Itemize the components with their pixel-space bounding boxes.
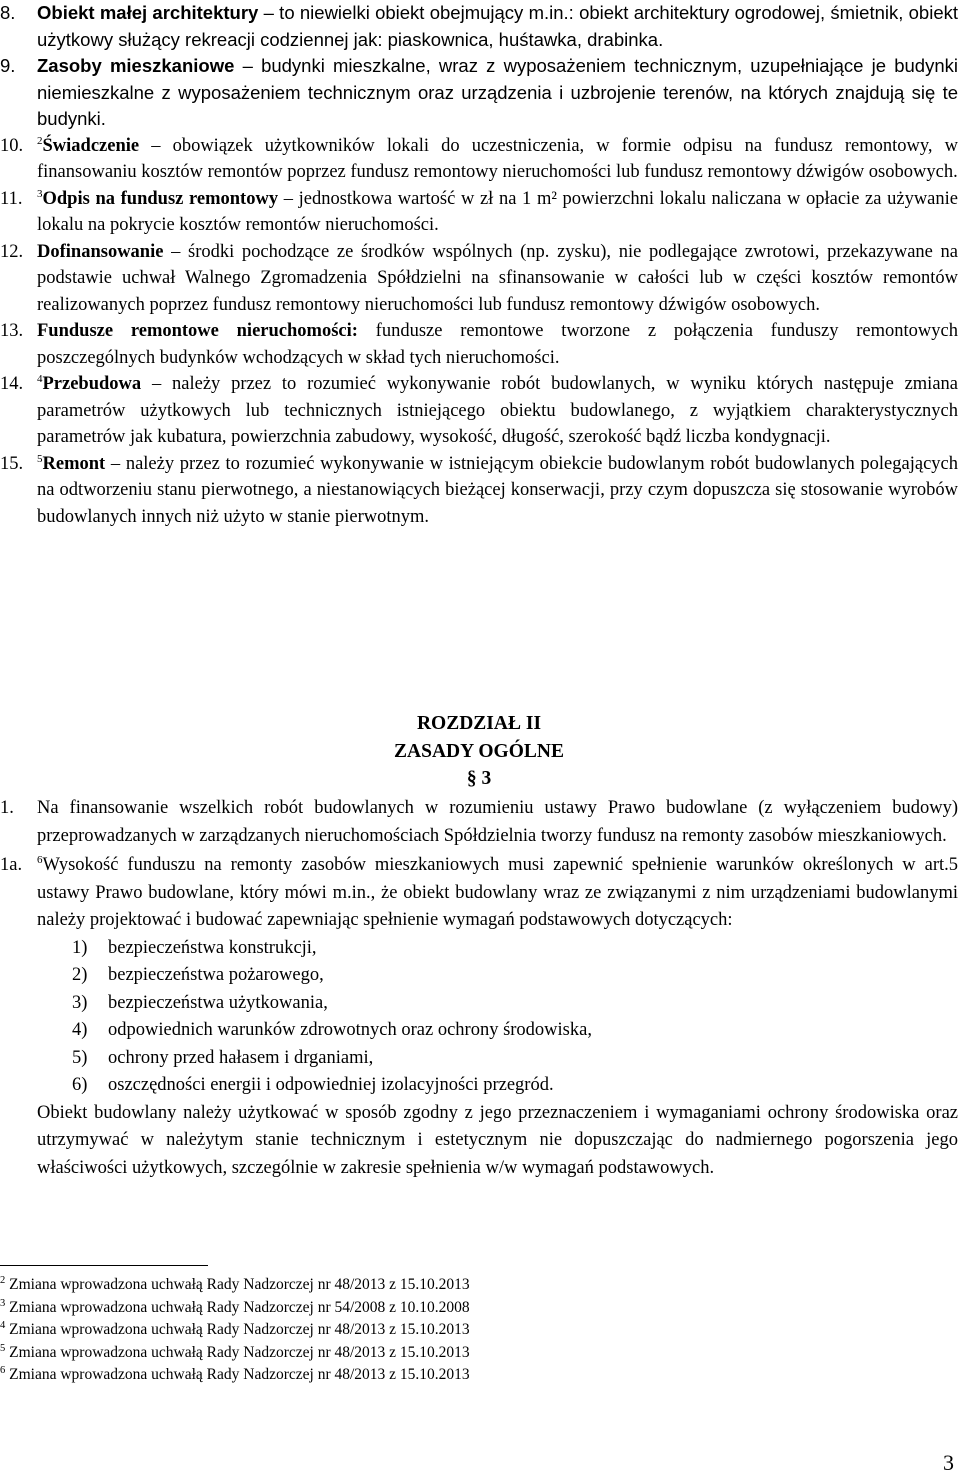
definition-number: 14. (0, 374, 24, 394)
definition-item (0, 318, 958, 371)
footnote-ref: 4 (37, 372, 43, 385)
footnote (0, 1297, 470, 1320)
definition-term: Remont (42, 453, 106, 474)
definition-text: – obowiązek użytkowników lokali do uczestniczenia, w formie odpisu na fundusz remontowy, w finansowaniu kosztów remontów poprzez fundusz remontowy nieruchomości lub fundusz remontowy dźwigów osobowych. (37, 135, 958, 182)
list-item (72, 1072, 958, 1100)
definition-text: – budynki mieszkalne, wraz z wyposażeniem technicznym, uzupełniające je budynki niemieszkalne z wyposażeniem technicznym oraz urządzenia i uzbrojenie terenów, na których znajdują się te budynki. (37, 55, 958, 129)
footnote-number: 5 (0, 1342, 6, 1354)
page-number: 3 (943, 1450, 954, 1475)
paragraph-number: 1a. (0, 855, 23, 875)
definition-term: Zasoby mieszkaniowe (37, 55, 235, 76)
definition-term: Świadczenie (42, 135, 140, 156)
paragraph-number: 1. (0, 798, 14, 818)
definition-text: – należy przez to rozumieć wykonywanie robót budowlanych, w wyniku których następuje zmiana parametrów użytkowych lub technicznych istniejącego obiektu budowlanego, z wyjątkiem charakterystycznych parametrów jak kubatura, powierzchnia zabudowy, wysokość, długość, szerokość bądź liczba kondygnacji. (37, 374, 958, 447)
list-item (72, 990, 958, 1018)
list-item (72, 1017, 958, 1045)
definition-item (0, 186, 958, 239)
definition-item (0, 0, 958, 53)
definition-item (0, 371, 958, 451)
footnote-text: Zmiana wprowadzona uchwałą Rady Nadzorczej nr 48/2013 z 15.10.2013 (5, 1276, 470, 1293)
definition-number: 11. (0, 188, 23, 209)
footnote (0, 1319, 470, 1342)
list-item-number: 5) (72, 1047, 88, 1068)
section-sign: § 3 (466, 768, 492, 789)
footnote (0, 1364, 470, 1387)
chapter-subtitle: ZASADY OGÓLNE (394, 741, 564, 762)
definition-text: – jednostkowa wartość w zł na 1 m² powierzchni lokalu naliczana w opłacie za używanie lokalu na pokrycie kosztów remontów nieruchomości. (37, 188, 958, 235)
definition-item (0, 133, 958, 186)
requirements-list (0, 935, 958, 1100)
footnote (0, 1342, 470, 1365)
paragraph-text: Wysokość funduszu na remonty zasobów mieszkaniowych musi zapewnić spełnienie warunków określonych w art.5 ustawy Prawo budowlane, który mówi m.in., że obiekt budowlany wraz ze związanymi z nim urządzeniami budowlanymi należy projektować i budować zapewniając spełnienie wymagań podstawowych dotyczących: (37, 855, 958, 930)
footnote-text: Zmiana wprowadzona uchwałą Rady Nadzorczej nr 48/2013 z 15.10.2013 (5, 1366, 470, 1383)
list-item (72, 962, 958, 990)
definition-term: Dofinansowanie (37, 241, 164, 262)
chapter-title: ROZDZIAŁ II (416, 713, 542, 734)
footnote-number: 3 (0, 1297, 6, 1309)
definition-term: Obiekt małej architektury (37, 2, 259, 23)
list-item-text: odpowiednich warunków zdrowotnych oraz ochrony środowiska, (108, 1020, 592, 1040)
footnote-separator (0, 1265, 208, 1266)
definition-text: – to niewielki obiekt obejmujący m.in.: obiekt architektury ogrodowej, śmietnik, obiekt użytkowy służący rekreacji codziennej jak: piaskownica, huśtawka, drabinka. (37, 2, 959, 50)
definition-text: – środki pochodzące ze środków wspólnych (np. zysku), nie podlegające zwrotowi, przekazywane na podstawie uchwał Walnego Zgromadzenia Spółdzielni na sfinansowanie w całości lub w części kosztów remontów realizowanych poprzez fundusz remontowy nieruchomości lub fundusz remontowy dźwigów osobowych. (37, 241, 958, 315)
footnote-ref: 6 (37, 853, 43, 866)
footnote-text: Zmiana wprowadzona uchwałą Rady Nadzorczej nr 48/2013 z 15.10.2013 (5, 1321, 470, 1338)
paragraph-1a (0, 852, 958, 935)
list-item (72, 935, 958, 963)
definition-item (0, 451, 958, 531)
definition-term: Fundusze remontowe nieruchomości: (37, 321, 358, 341)
footnotes (0, 1274, 470, 1387)
footnote-number: 2 (0, 1274, 6, 1286)
definition-text: – należy przez to rozumieć wykonywanie w istniejącym obiekcie budowlanym robót budowlanych polegających na odtworzeniu stanu pierwotnego, a niestanowiących bieżącej konserwacji, przy czym dopuszcza się stosowanie wyrobów budowlanych innych niż użyto w stanie pierwotnym. (37, 453, 958, 527)
paragraph-text: Na finansowanie wszelkich robót budowlanych w rozumieniu ustawy Prawo budowlane (z wyłączeniem budowy) przeprowadzanych w zarządzanych nieruchomościach Spółdzielnia tworzy fundusz na remonty zasobów mieszkaniowych. (37, 798, 958, 846)
footnote-ref: 2 (37, 134, 43, 147)
definition-number: 8. (0, 2, 16, 23)
paragraph-1 (0, 795, 958, 850)
footnote-text: Zmiana wprowadzona uchwałą Rady Nadzorczej nr 48/2013 z 15.10.2013 (5, 1343, 470, 1361)
paragraph-text: Obiekt budowlany należy użytkować w sposób zgodny z jego przeznaczeniem i wymaganiami ochrony środowiska oraz utrzymywać w należytym stanie technicznym i estetycznym nie dopuszczając do nadmiernego pogorszenia jego właściwości użytkowych, szczególnie w zakresie spełnienia w/w wymagań podstawowych. (37, 1102, 958, 1178)
list-item-number: 3) (72, 992, 88, 1013)
list-item-number: 6) (72, 1075, 88, 1095)
definition-number: 9. (0, 55, 16, 76)
list-item-text: bezpieczeństwa użytkowania, (108, 992, 328, 1013)
footnote-number: 6 (0, 1364, 6, 1376)
definition-item (0, 239, 958, 319)
footnote-number: 4 (0, 1319, 6, 1331)
definition-item (0, 53, 958, 133)
definition-number: 13. (0, 321, 24, 341)
list-item-number: 2) (72, 965, 88, 985)
definition-number: 12. (0, 241, 24, 262)
footnote-ref: 5 (37, 452, 43, 465)
list-item-number: 4) (72, 1020, 88, 1040)
list-item-text: ochrony przed hałasem i drganiami, (108, 1047, 374, 1068)
definition-term: Przebudowa (42, 374, 142, 394)
definition-text: fundusze remontowe tworzone z połączenia funduszy remontowych poszczególnych budynków wchodzących w skład tych nieruchomości. (37, 321, 958, 368)
footnote-text: Zmiana wprowadzona uchwałą Rady Nadzorczej nr 54/2008 z 10.10.2008 (5, 1298, 470, 1316)
closing-paragraph (0, 1100, 958, 1183)
definition-number: 15. (0, 453, 24, 474)
footnote-ref: 3 (37, 187, 43, 200)
list-item-number: 1) (72, 937, 88, 958)
footnote (0, 1274, 470, 1297)
section-body (0, 795, 958, 1182)
definitions-list (0, 0, 958, 530)
definition-number: 10. (0, 135, 24, 156)
list-item-text: oszczędności energii i odpowiedniej izolacyjności przegród. (108, 1075, 554, 1095)
definition-term: Odpis na fundusz remontowy (42, 188, 279, 209)
list-item-text: bezpieczeństwa pożarowego, (108, 965, 324, 985)
list-item (72, 1045, 958, 1073)
list-item-text: bezpieczeństwa konstrukcji, (108, 937, 317, 958)
